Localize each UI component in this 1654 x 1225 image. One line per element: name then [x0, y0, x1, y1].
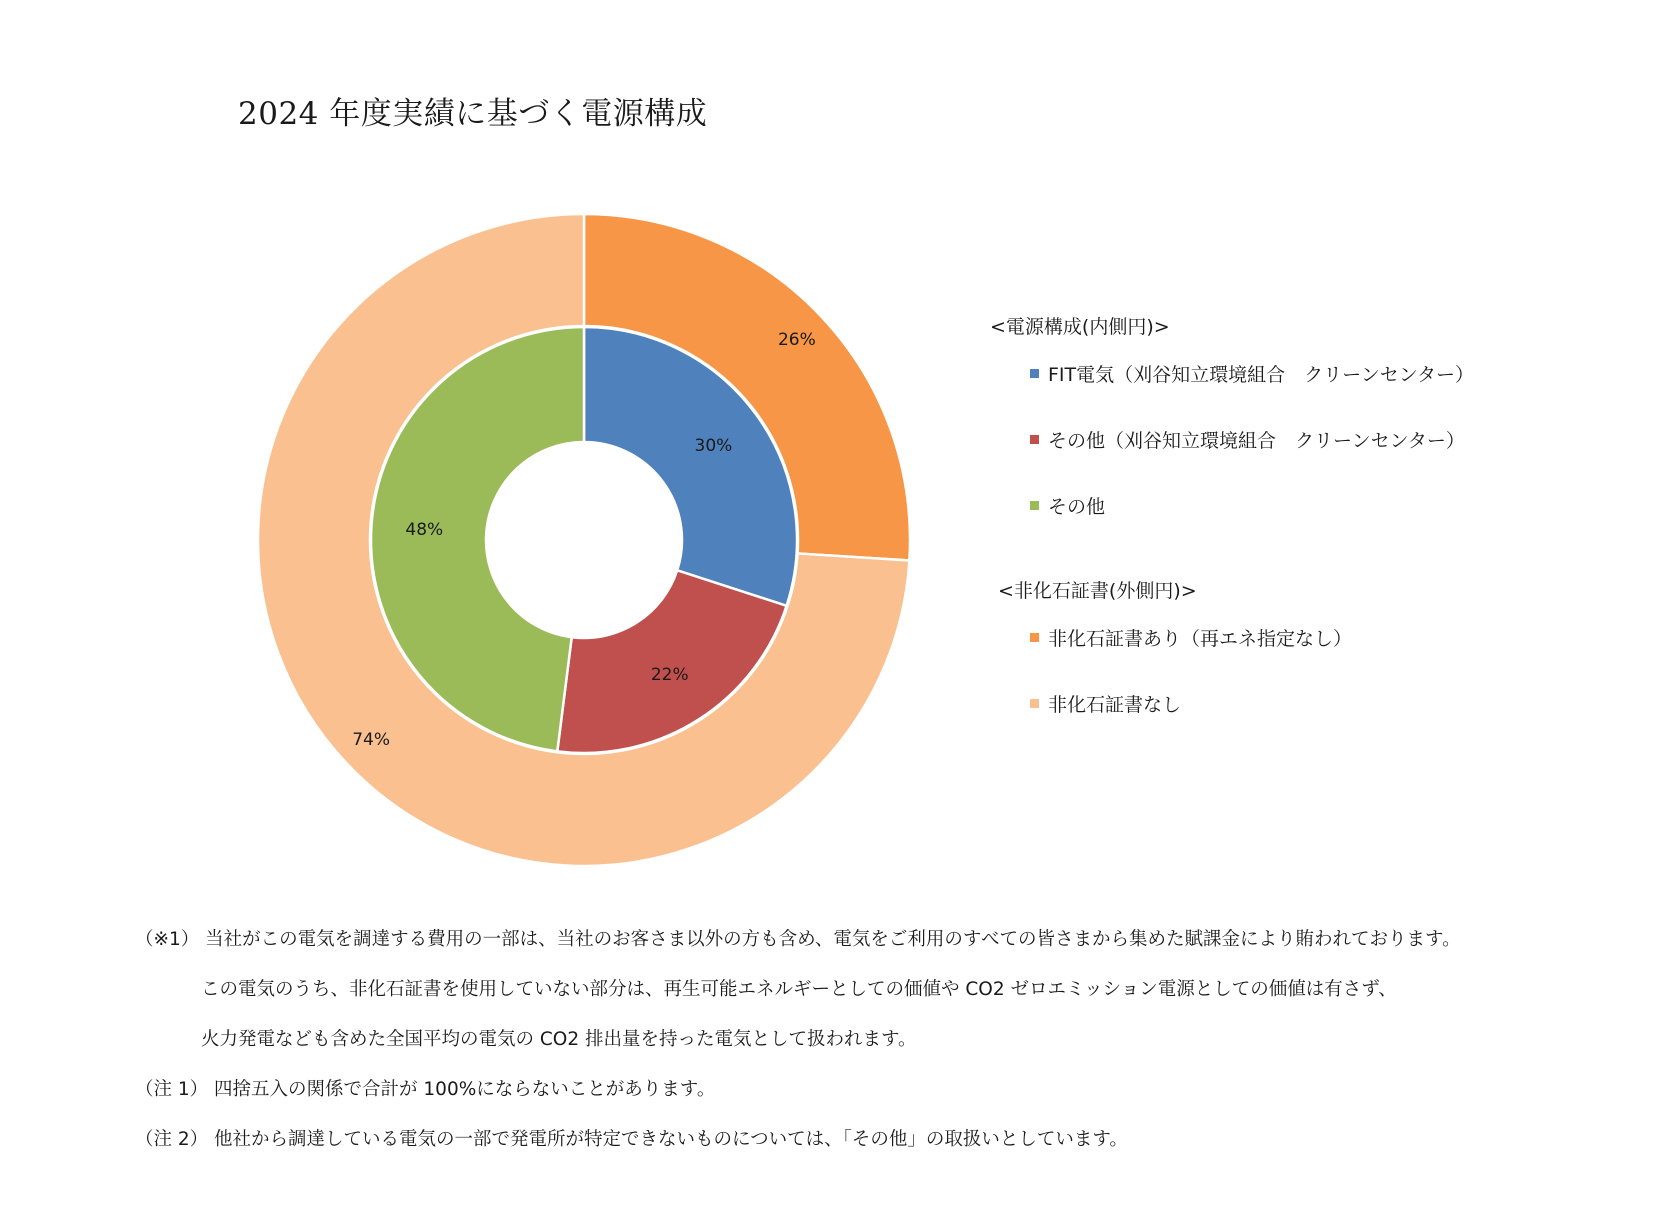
outer-slice-label-1: 74% — [352, 729, 391, 750]
legend-swatch-other — [1030, 501, 1039, 510]
note-1-continued-b: 火力発電なども含めた全国平均の電気の CO2 排出量を持った電気として扱われます。 — [201, 1029, 917, 1050]
note-1-continued-a: この電気のうち、非化石証書を使用していない部分は、再生可能エネルギーとしての価値や CO2 ゼロエミッション電源としての価値は有さず、 — [201, 979, 1397, 1000]
outer-slice-label-0: 26% — [777, 330, 816, 351]
outer-ring — [258, 214, 910, 866]
legend-swatch-nonfossil-yes — [1030, 633, 1039, 642]
legend-item-nonfossil-no — [1030, 690, 1181, 717]
inner-slice-label-0: 30% — [694, 435, 733, 456]
note-3: （注 2） 他社から調達している電気の一部で発電所が特定できないものについては、「その他」の取扱いとしています。 — [135, 1129, 1128, 1150]
legend-label-nonfossil-yes: 非化石証書あり（再エネ指定なし） — [1048, 628, 1353, 650]
legend-swatch-fit — [1030, 369, 1039, 378]
chart-title: 2024 年度実績に基づく電源構成 — [238, 96, 708, 132]
note-1: （※1） 当社がこの電気を調達する費用の一部は、当社のお客さま以外の方も含め、電気をご利用のすべての皆さまから集めた賦課金により賄われております。 — [135, 929, 1461, 950]
inner-slice-label-1: 22% — [650, 665, 689, 686]
legend-label-other-kariya: その他（刈谷知立環境組合 クリーンセンター） — [1048, 430, 1465, 452]
legend-swatch-nonfossil-no — [1030, 699, 1039, 708]
legend-heading-inner: <電源構成(内側円)> — [990, 316, 1170, 338]
legend-item-fit — [1030, 360, 1474, 387]
legend-heading-outer: <非化石証書(外側円)> — [998, 580, 1197, 602]
legend-swatch-other-kariya — [1030, 435, 1039, 444]
note-2: （注 1） 四捨五入の関係で合計が 100%にならないことがあります。 — [135, 1079, 716, 1100]
legend-item-other-kariya — [1030, 426, 1465, 453]
legend-label-other: その他 — [1048, 496, 1106, 518]
legend-label-nonfossil-no: 非化石証書なし — [1048, 694, 1182, 716]
legend-label-fit: FIT電気（刈谷知立環境組合 クリーンセンター） — [1048, 364, 1474, 386]
inner-ring — [371, 327, 797, 753]
legend-item-nonfossil-yes — [1030, 624, 1352, 651]
legend-item-other — [1030, 492, 1105, 519]
inner-slice-label-2: 48% — [405, 519, 444, 540]
